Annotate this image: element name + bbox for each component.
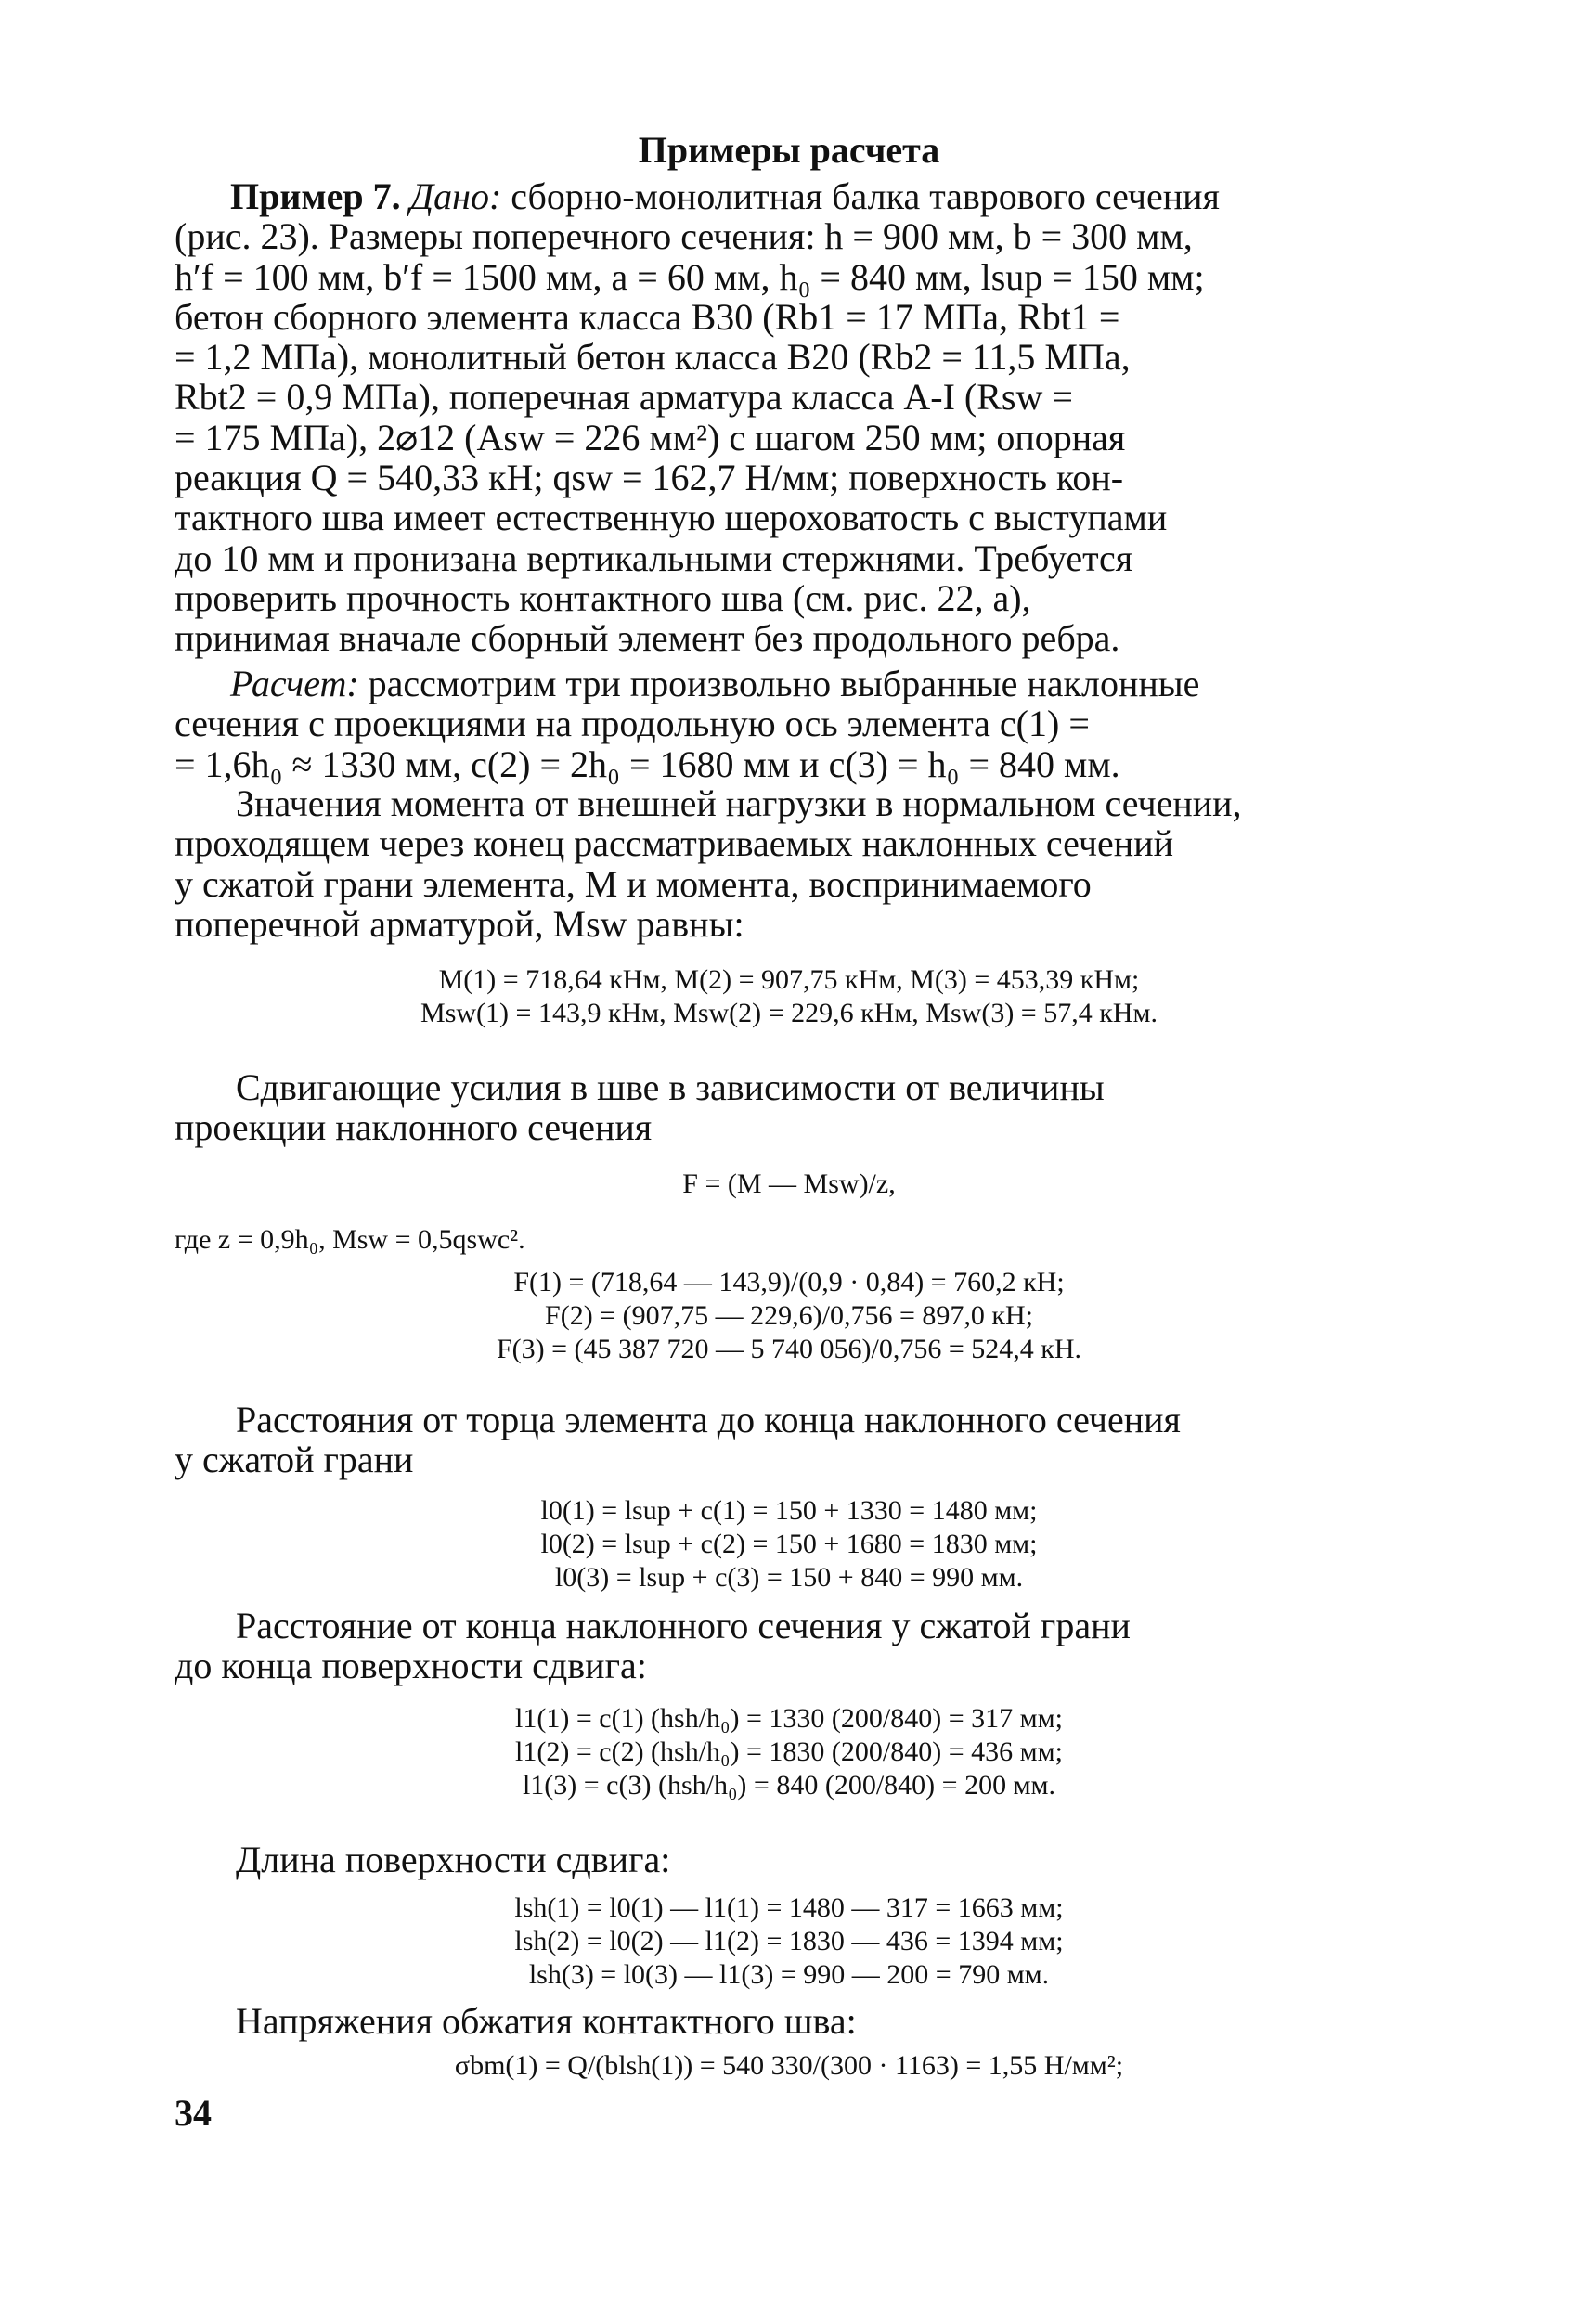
formula-shear-lengths: lsh(1) = l0(1) — l1(1) = 1480 — 317 = 1663 мм; lsh(2) = l0(2) — l1(2) = 1830 — 436 = 1394 мм; lsh(3) = l0(3) — l1(3) = 990 — 200 = 790 мм. (514, 1892, 1064, 1990)
paragraph-example-given (175, 176, 1409, 659)
where-clause: где z = 0,9h₀, Msw = 0,5qswc². (175, 1224, 525, 1255)
formula-forces: F(1) = (718,64 — 143,9)/(0,9 · 0,84) = 760,2 кН; F(2) = (907,75 — 229,6)/0,756 = 897,0 кН; F(3) = (45 387 720 — 5 740 056)/0,756 = 524,4 кН. (496, 1267, 1082, 1364)
calculation-text: рассмотрим три произвольно выбранные наклонные сечения с проекциями на продольную ось элемента c(1) = = 1,6h₀ ≈ 1330 мм, c(2) = 2h₀ = 1680 мм и c(3) = h₀ = 840 мм. (175, 663, 1200, 785)
formula-compression-stress: σbm(1) = Q/(blsh(1)) = 540 330/(300 · 1163) = 1,55 Н/мм²; (454, 2050, 1124, 2081)
paragraph-shear-forces: Сдвигающие усилия в шве в зависимости от величины проекции наклонного сечения (175, 1066, 1105, 1149)
paragraph-shear-length: Длина поверхности сдвига: (236, 1839, 671, 1880)
given-text: сборно-монолитная балка таврового сечения (рис. 23). Размеры поперечного сечения: h = 900 мм, b = 300 мм, h′f = 100 мм, b′f = 1500 мм, a = 60 мм, h₀ = 840 мм, lsup = 150 мм; бетон сборного элемента класса В30 (Rb1 = 17 МПа, Rbt1 = = 1,2 МПа), монолитный бетон класса В20 (Rb2 = 11,5 МПа, Rbt2 = 0,9 МПа), поперечная арматура класса А-I (Rsw = = 175 МПа), 2⌀12 (Asw = 226 мм²) с шагом 250 мм; опорная реакция Q = 540,33 кН; qsw = 162,7 Н/мм; поверхность кон- тактного шва имеет естественную шероховатость с выступами до 10 мм и пронизана вертикальными стержнями. Требуется проверить прочность контактного шва (см. рис. 22, а), принимая вначале сборный элемент без продольного ребра. (175, 175, 1220, 660)
given-label: Дано: (409, 175, 502, 217)
section-heading: Примеры расчета (638, 129, 940, 171)
formula-distances-l1: l1(1) = c(1) (hsh/h₀) = 1330 (200/840) = 317 мм; l1(2) = c(2) (hsh/h₀) = 1830 (200/840) = 436 мм; l1(3) = c(3) (hsh/h₀) = 840 (200/840) = 200 мм. (515, 1703, 1063, 1801)
formula-moments: M(1) = 718,64 кНм, M(2) = 907,75 кНм, M(3) = 453,39 кНм; Msw(1) = 143,9 кНм, Msw(2) = 229,6 кНм, Msw(3) = 57,4 кНм. (420, 964, 1158, 1028)
calculation-label: Расчет: (230, 663, 359, 704)
paragraph-distances-end: Расстояния от торца элемента до конца наклонного сечения у сжатой грани (175, 1399, 1181, 1481)
paragraph-calculation (175, 664, 1409, 784)
formula-shear-force: F = (M — Msw)/z, (682, 1168, 896, 1199)
page-number: 34 (175, 2092, 212, 2134)
example-label: Пример 7. (230, 175, 401, 217)
paragraph-compression-stress: Напряжения обжатия контактного шва: (236, 2000, 857, 2042)
paragraph-distance-shear: Расстояние от конца наклонного сечения у сжатой грани до конца поверхности сдвига: (175, 1605, 1131, 1687)
formula-distances-l0: l0(1) = lsup + c(1) = 150 + 1330 = 1480 мм; l0(2) = lsup + c(2) = 150 + 1680 = 1830 мм; l0(3) = lsup + c(3) = 150 + 840 = 990 мм. (540, 1495, 1038, 1593)
paragraph-moments: Значения момента от внешней нагрузки в нормальном сечении, проходящем через конец рассматриваемых наклонных сечений у сжатой грани элемента, M и момента, воспринимаемого поперечной арматурой, Msw равны: (175, 782, 1242, 945)
